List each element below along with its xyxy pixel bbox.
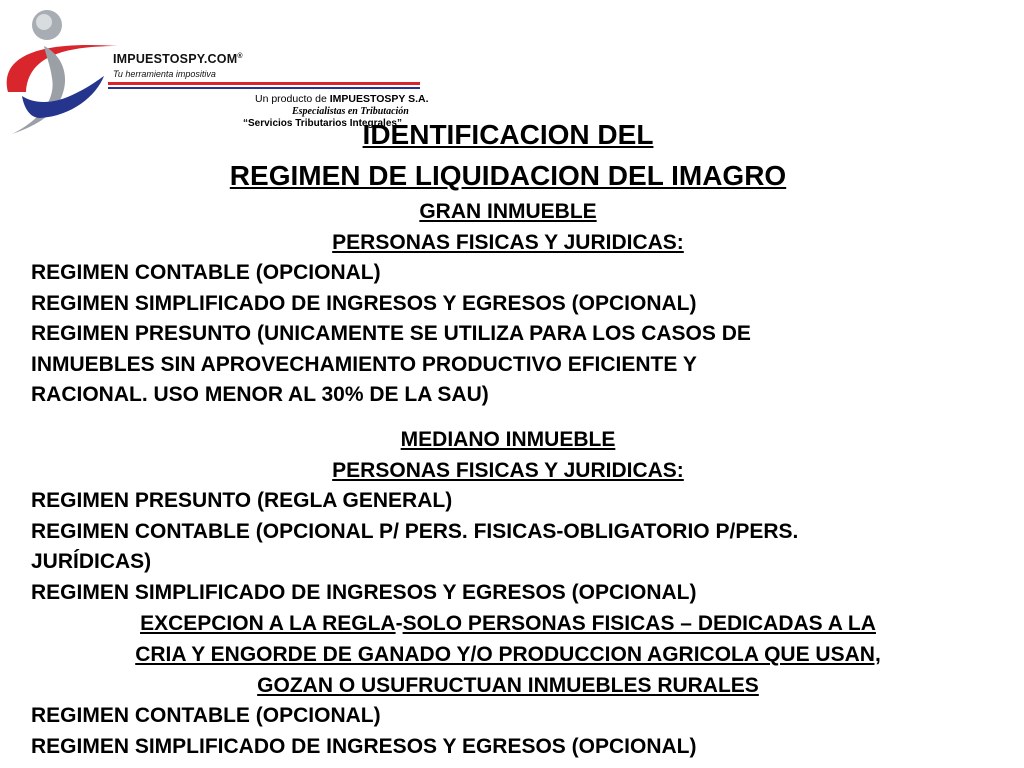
page-title-line-2: REGIMEN DE LIQUIDACION DEL IMAGRO bbox=[229, 160, 787, 191]
services-line: “Servicios Tributarios Integrales” bbox=[243, 118, 402, 129]
exception-line-1 bbox=[0, 612, 1016, 636]
exception-dash: - bbox=[395, 612, 403, 635]
mediano-after-line: REGIMEN SIMPLIFICADO DE INGRESOS Y EGRESOS (OPCIONAL) bbox=[31, 735, 697, 758]
gran-line: REGIMEN SIMPLIFICADO DE INGRESOS Y EGRESOS (OPCIONAL) bbox=[31, 292, 697, 315]
red-stripe bbox=[108, 82, 420, 85]
gran-line: REGIMEN PRESUNTO (UNICAMENTE SE UTILIZA PARA LOS CASOS DE bbox=[31, 322, 751, 345]
gran-line: REGIMEN CONTABLE (OPCIONAL) bbox=[31, 261, 381, 284]
gran-inmueble-heading: GRAN INMUEBLE bbox=[419, 200, 597, 223]
exception-label: EXCEPCION A LA REGLA bbox=[140, 612, 396, 635]
mediano-subheading: PERSONAS FISICAS Y JURIDICAS: bbox=[332, 459, 684, 482]
gran-subheading: PERSONAS FISICAS Y JURIDICAS: bbox=[332, 231, 684, 254]
brand-tagline: Tu herramienta impositiva bbox=[113, 69, 216, 79]
producer-line: Un producto de IMPUESTOSPY S.A. bbox=[255, 93, 429, 105]
blue-stripe bbox=[108, 87, 420, 89]
exception-text-1: SOLO PERSONAS FISICAS – DEDICADAS A LA bbox=[402, 612, 876, 635]
mediano-line: REGIMEN PRESUNTO (REGLA GENERAL) bbox=[31, 489, 453, 512]
mediano-line: JURÍDICAS) bbox=[31, 550, 152, 573]
logo-head-highlight bbox=[36, 14, 52, 30]
exception-line-2: CRIA Y ENGORDE DE GANADO Y/O PRODUCCION AGRICOLA QUE USAN, bbox=[135, 643, 881, 666]
gran-line: RACIONAL. USO MENOR AL 30% DE LA SAU) bbox=[31, 383, 489, 406]
mediano-after-line: REGIMEN CONTABLE (OPCIONAL) bbox=[31, 704, 381, 727]
mediano-line: REGIMEN CONTABLE (OPCIONAL P/ PERS. FISICAS-OBLIGATORIO P/PERS. bbox=[31, 520, 799, 543]
exception-line-3: GOZAN O USUFRUCTUAN INMUEBLES RURALES bbox=[257, 674, 759, 697]
gran-line: INMUEBLES SIN APROVECHAMIENTO PRODUCTIVO EFICIENTE Y bbox=[31, 353, 697, 376]
page-title-line-1: IDENTIFICACION DEL bbox=[362, 119, 654, 150]
mediano-line: REGIMEN SIMPLIFICADO DE INGRESOS Y EGRESOS (OPCIONAL) bbox=[31, 581, 697, 604]
brand-name: IMPUESTOSPY.COM® bbox=[113, 52, 243, 66]
specialists-line: Especialistas en Tributación bbox=[292, 106, 409, 117]
mediano-inmueble-heading: MEDIANO INMUEBLE bbox=[400, 428, 616, 451]
